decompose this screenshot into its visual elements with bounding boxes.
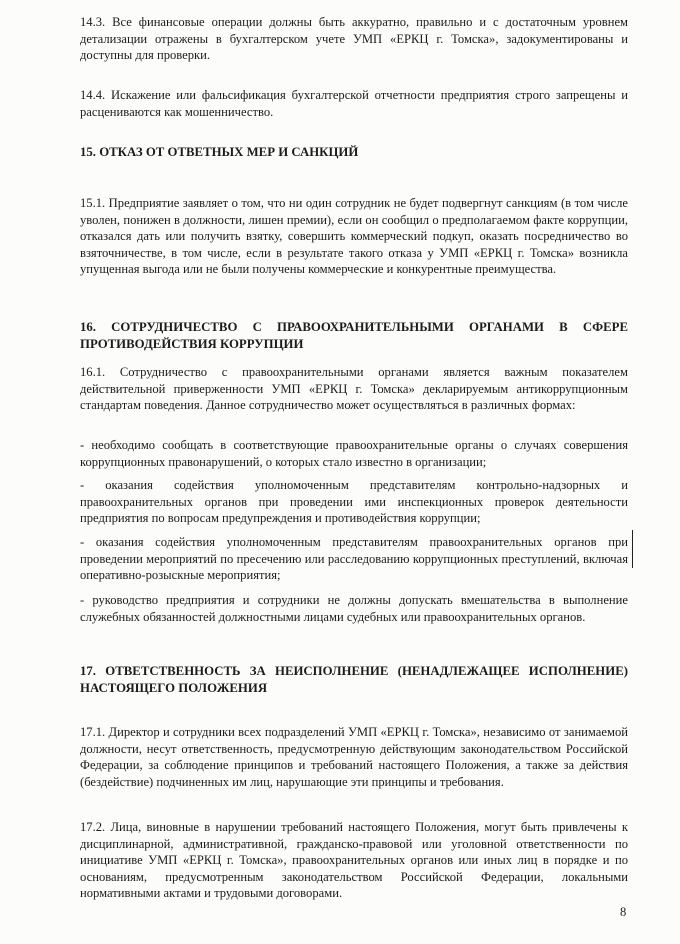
- section-heading-15: 15. ОТКАЗ ОТ ОТВЕТНЫХ МЕР И САНКЦИЙ: [80, 145, 359, 159]
- section-heading-17: 17. ОТВЕТСТВЕННОСТЬ ЗА НЕИСПОЛНЕНИЕ (НЕНАДЛЕЖАЩЕЕ ИСПОЛНЕНИЕ) НАСТОЯЩЕГО ПОЛОЖЕНИЯ: [80, 664, 628, 695]
- margin-mark: [632, 530, 633, 568]
- list-item-16-c: - оказания содействия уполномоченным представителям правоохранительных органов при проведении мероприятий по пресечению или расследованию коррупционных преступлений, включая оперативно-розыскные мероприятия;: [80, 535, 628, 583]
- list-item-16-b: - оказания содействия уполномоченным представителям контрольно-надзорных и правоохранительных органов при проведении ими инспекционных проверок деятельности предприятия по вопросам предупреждения и противодействия коррупции;: [80, 478, 628, 526]
- paragraph-17-1: 17.1. Директор и сотрудники всех подразделений УМП «ЕРКЦ г. Томска», независимо от занимаемой должности, несут ответственность, предусмотренную действующим законодательством Российской Федерации, за соблюдение принципов и требований настоящего Положения, а также за действия (бездействие) подчиненных им лиц, нарушающие эти принципы и требования.: [80, 725, 628, 789]
- list-item-16-d: - руководство предприятия и сотрудники не должны допускать вмешательства в выполнение служебных обязанностей должностными лицами судебных или правоохранительных органов.: [80, 593, 628, 624]
- paragraph-15-1: 15.1. Предприятие заявляет о том, что ни один сотрудник не будет подвергнут санкциям (в том числе уволен, понижен в должности, лишен премии), если он сообщил о предполагаемом факте коррупции, отказался дать или получить взятку, совершить коммерческий подкуп, оказать посредничество во взяточничестве, в том числе, если в результате такого отказа у УМП «ЕРКЦ г. Томска» возникла упущенная выгода или не были получены коммерческие и конкурентные преимущества.: [80, 196, 628, 277]
- page-number: 8: [620, 905, 627, 919]
- paragraph-14-4: 14.4. Искажение или фальсификация бухгалтерской отчетности предприятия строго запрещены и расцениваются как мошенничество.: [80, 88, 628, 119]
- list-item-16-a: - необходимо сообщать в соответствующие правоохранительные органы о случаях совершения коррупционных правонарушений, о которых стало известно в организации;: [80, 438, 628, 469]
- paragraph-16-1: 16.1. Сотрудничество с правоохранительными органами является важным показателем действительной приверженности УМП «ЕРКЦ г. Томска» декларируемым антикоррупционным стандартам поведения. Данное сотрудничество может осуществляться в различных формах:: [80, 365, 628, 413]
- paragraph-17-2: 17.2. Лица, виновные в нарушении требований настоящего Положения, могут быть привлечены к дисциплинарной, административной, гражданско-правовой или уголовной ответственности по инициативе УМП «ЕРКЦ г. Томска», правоохранительных органов или иных лиц в порядке и по основаниям, предусмотренным законодательством Российской Федерации, локальными нормативными актами и трудовыми договорами.: [80, 820, 628, 901]
- paragraph-14-3: 14.3. Все финансовые операции должны быть аккуратно, правильно и с достаточным уровнем детализации отражены в бухгалтерском учете УМП «ЕРКЦ г. Томска», задокументированы и доступны для проверки.: [80, 15, 628, 63]
- section-heading-16: 16. СОТРУДНИЧЕСТВО С ПРАВООХРАНИТЕЛЬНЫМИ ОРГАНАМИ В СФЕРЕ ПРОТИВОДЕЙСТВИЯ КОРРУПЦИИ: [80, 320, 628, 351]
